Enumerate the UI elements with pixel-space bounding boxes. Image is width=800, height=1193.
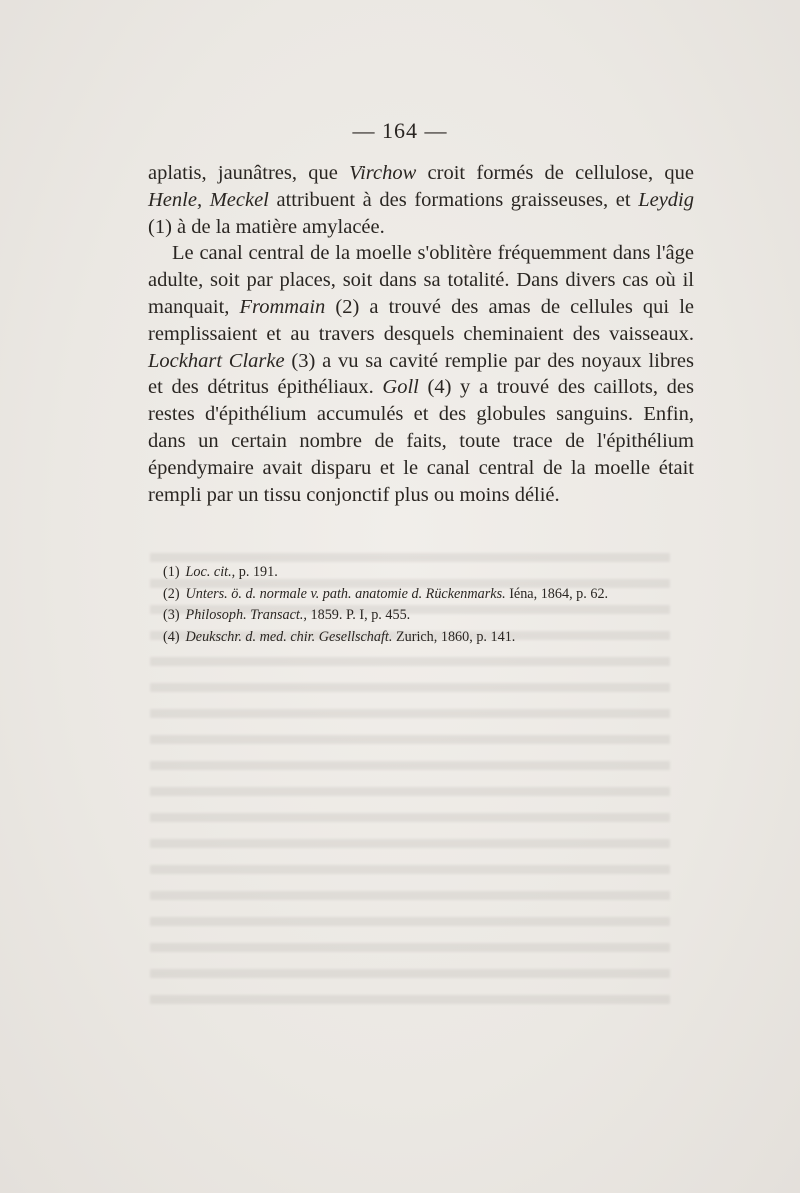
text-run: (4) y a trouvé des caillots, des restes d'épithélium accumulés et des globules sanguins. Enfin, dans un certain nombre de faits, toute trace de l'épithélium épendymaire avait disparu et le canal central de la moelle était rempli par un tissu conjonctif plus ou moins délié. [148, 376, 694, 506]
text-run: Zurich, 1860, p. 141. [392, 629, 516, 646]
paragraph [148, 240, 694, 508]
text-run: aplatis, jaunâtres, que [148, 162, 350, 184]
footnote-number: (4) [163, 629, 180, 646]
footnote [163, 605, 703, 627]
footnote [163, 562, 703, 584]
body-text [148, 160, 694, 508]
italic-text: Virchow [349, 162, 417, 184]
text-run: Le canal central de la moelle s'oblitère fréquemment dans l'âge adulte, soit par places, soit dans sa totalité. Dans divers cas où il manquait, [148, 242, 694, 318]
footnote [163, 584, 703, 606]
italic-text: Frommain [239, 295, 326, 318]
footnote-number: (1) [163, 564, 180, 580]
italic-text: Leydig [638, 188, 694, 211]
italic-text: Loc. cit., [185, 564, 236, 580]
text-run: attribuent à des formations graisseuses, et [268, 188, 639, 211]
footnote [163, 627, 703, 649]
text-run: croit formés de cellulose, que [416, 162, 694, 184]
text-run: Iéna, 1864, p. 62. [505, 585, 609, 602]
footnote-number: (3) [163, 607, 180, 624]
italic-text: Goll [382, 376, 419, 399]
italic-text: Unters. ö. d. normale v. path. anatomie d. Rückenmarks. [185, 585, 506, 602]
italic-text: Philosoph. Transact., [185, 607, 307, 624]
text-run: (2) a trouvé des amas de cellules qui le remplissaient et au travers desquels cheminaient des vaisseaux. [148, 295, 694, 345]
italic-text: Lockhart Clarke [148, 349, 285, 372]
italic-text: Deukschr. d. med. chir. Gesellschaft. [185, 629, 393, 646]
text-run: (1) à de la matière amylacée. [148, 215, 385, 238]
page-number: — 164 — [352, 118, 448, 143]
text-run: 1859. P. I, p. 455. [306, 607, 411, 624]
text-run: (3) a vu sa cavité remplie par des noyaux libres et des détritus épithéliaux. [148, 349, 694, 399]
footnotes [163, 562, 703, 649]
footnote-number: (2) [163, 585, 180, 602]
italic-text: Henle, Meckel [148, 188, 269, 211]
paragraph [148, 160, 694, 240]
text-run: p. 191. [235, 564, 278, 580]
